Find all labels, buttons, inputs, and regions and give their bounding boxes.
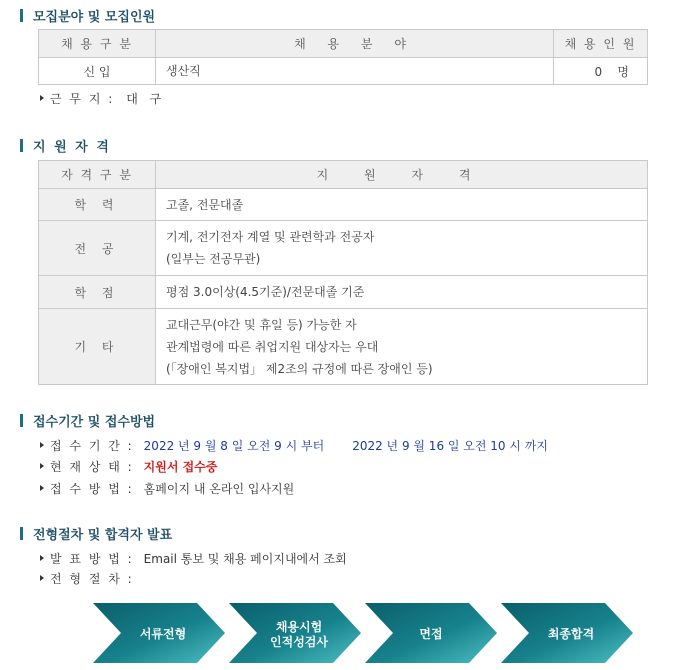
step-label: 인적성검사 [270,635,328,649]
period-start: 2022 년 9 월 8 일 오전 9 시 부터 [143,438,325,453]
step-3 [365,603,497,663]
qual-line: 관계법령에 따른 취업지원 대상자는 우대 [166,339,379,354]
qual-line: 기계, 전기전자 계열 및 관련학과 전공자 [166,230,375,244]
period-row [40,436,548,454]
section-bar [20,139,23,152]
section-title-recruit [20,6,155,25]
workplace-value: 대 구 [126,91,166,106]
arrow-icon [40,555,44,561]
qual-row [39,276,648,309]
recruit-count [554,58,648,85]
status-row [40,457,217,475]
period-label: 접 수 기 간 : [50,438,134,453]
arrow-icon [40,463,44,469]
qual-line: (「장애인 복지법」 제2조의 규정에 따른 장애인 등) [166,361,433,376]
step-2 [229,603,361,663]
section-bar [20,414,23,427]
method-label: 접 수 방 법 : [50,481,134,496]
recruit-field: 생산직 [156,58,554,85]
step-label: 서류전형 [139,627,187,641]
arrow-icon [40,575,44,581]
qual-line: 고졸, 전문대졸 [166,197,244,212]
header-qual: 지 원 자 격 [156,161,648,189]
step-1 [93,603,225,663]
step-label: 채용시험 [275,620,323,634]
workplace-row [40,89,165,107]
method-row [40,479,294,497]
section-title-text: 모집분야 및 모집인원 [33,10,156,25]
recruit-count-value: 0 [594,64,603,79]
process-steps [93,603,638,663]
section-title-text: 전형절차 및 합격자 발표 [33,528,173,543]
qual-label: 전 공 [39,221,156,276]
header-count: 채 용 인 원 [554,30,648,58]
step-label: 최종합격 [547,627,595,641]
section-bar [20,527,23,540]
recruit-table [38,29,648,85]
recruit-type: 신 입 [39,58,156,85]
qual-value [156,276,648,309]
step-4 [501,603,633,663]
process-row [40,569,134,587]
announce-row [40,549,347,567]
qual-row [39,221,648,276]
qual-row [39,189,648,221]
step-label: 면접 [419,627,443,641]
header-qual-type: 자 격 구 분 [39,161,156,189]
period-end: 2022 년 9 월 16 일 오전 10 시 까지 [352,438,548,453]
announce-label: 발 표 방 법 : [50,551,134,566]
qual-label: 기 타 [39,309,156,385]
process-label: 전 형 절 차 : [50,571,134,586]
qual-label: 학 점 [39,276,156,309]
qual-line: 교대근무(야간 및 휴일 등) 가능한 자 [166,317,357,332]
header-field: 채 용 분 야 [156,30,554,58]
section-title-period [20,411,155,430]
status-label: 현 재 상 태 : [50,459,134,474]
method-value[interactable]: 홈페이지 내 온라인 입사지원 [143,481,295,496]
section-bar [20,9,23,22]
section-title-qual [20,136,111,155]
announce-value: Email 통보 및 채용 페이지내에서 조회 [143,551,347,566]
recruit-count-unit: 명 [617,64,629,79]
arrow-icon [40,95,44,101]
status-value: 지원서 접수중 [143,459,218,474]
workplace-label: 근 무 지 : [50,91,115,106]
qual-value [156,221,648,276]
qual-line: 평점 3.0이상(4.5기준)/전문대졸 기준 [166,285,365,299]
arrow-icon [40,485,44,491]
qual-label: 학 력 [39,189,156,221]
qual-line: (일부는 전공무관) [166,252,261,266]
qual-value [156,189,648,221]
section-title-text: 지 원 자 격 [33,140,111,155]
qual-value [156,309,648,385]
section-title-process [20,524,172,543]
header-type: 채 용 구 분 [39,30,156,58]
arrow-icon [40,442,44,448]
section-title-text: 접수기간 및 접수방법 [33,415,156,430]
qual-table [38,160,648,385]
qual-row [39,309,648,385]
